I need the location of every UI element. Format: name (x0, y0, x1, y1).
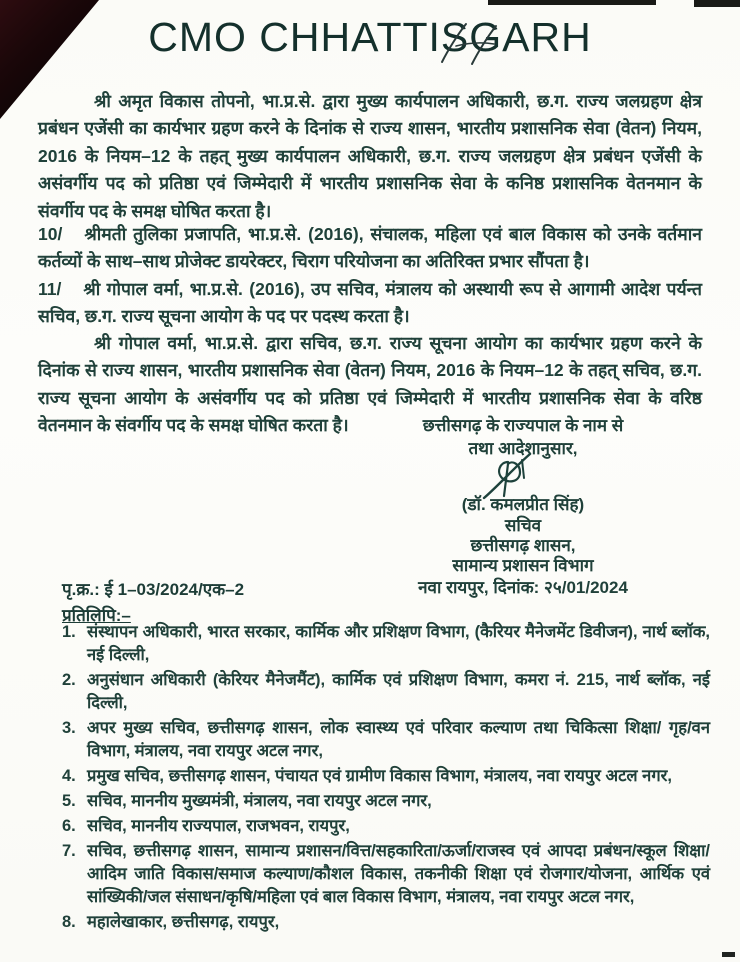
copy-item-text: सचिव, माननीय राज्यपाल, राजभवन, रायपुर, (87, 817, 350, 835)
signatory-organization: छत्तीसगढ़ शासन, (470, 536, 576, 555)
copy-item-number: 3. (62, 719, 76, 737)
page-title: CMO CHHATTISGARH (148, 14, 592, 60)
copy-item-text: सचिव, छत्तीसगढ़ शासन, सामान्य प्रशासन/वित्त/सहकारिता/ऊर्जा/राजस्व एवं आपदा प्रबंधन/स्कूल शिक्षा/आदिम जाति विकास/समाज कल्याण/कौशल विकास, तकनीकी शिक्षा एवं रोजगार/योजना, आर्थिक एवं सांख्यिकी/जल संसाधन/कृषि/महिला एवं बाल विकास विभाग, मंत्रालय, नवा रायपुर अटल नगर, (87, 842, 710, 906)
copy-item-text: सचिव, माननीय मुख्यमंत्री, मंत्रालय, नवा रायपुर अटल नगर, (87, 792, 432, 810)
copy-list-item (62, 790, 710, 813)
order-item-11 (38, 276, 702, 331)
copy-item-number: 8. (62, 913, 76, 931)
copy-list-item (62, 840, 710, 909)
order-item-10-text: श्रीमती तुलिका प्रजापति, भा.प्र.से. (2016), संचालक, महिला एवं बाल विकास को उनके वर्तमान कर्तव्यों के साथ–साथ प्रोजेक्ट डायरेक्टर, चिराग परियोजना का अतिरिक्त प्रभार सौंपता है। (38, 223, 702, 271)
signatory-designation: सचिव (504, 516, 542, 535)
signatory-name: (डॉ. कमलप्रीत सिंह) (461, 495, 585, 514)
copy-item-number: 1. (62, 623, 76, 641)
order-item-11-text: श्री गोपाल वर्मा, भा.प्र.से. (2016), उप सचिव, मंत्रालय को अस्थायी रूप से आगामी आदेश पर्यन्त सचिव, छ.ग. राज्य सूचना आयोग के पद पर पदस्थ करता है। (38, 278, 702, 326)
scan-artifact-top-strip (488, 0, 656, 5)
copy-list-item (62, 717, 710, 763)
signature-scribble-icon (464, 452, 564, 504)
copy-distribution-list (62, 621, 710, 936)
copy-item-text: महालेखाकार, छत्तीसगढ़, रायपुर, (87, 913, 280, 931)
copy-item-text: प्रमुख सचिव, छत्तीसगढ़ शासन, पंचायत एवं ग्रामीण विकास विभाग, मंत्रालय, नवा रायपुर अटल नगर, (87, 767, 672, 785)
copy-item-number: 7. (62, 842, 76, 860)
copy-item-text: संस्थापन अधिकारी, भारत सरकार, कार्मिक और प्रशिक्षण विभाग, (कैरियर मैनेजमेंट डिवीजन), नार्थ ब्लॉक, नई दिल्ली, (87, 623, 710, 664)
copy-item-number: 5. (62, 792, 76, 810)
copy-to-label: प्रतिलिपि:– (62, 606, 131, 625)
closing-paragraph: श्री गोपाल वर्मा, भा.प्र.से. द्वारा सचिव, छ.ग. राज्य सूचना आयोग का कार्यभार ग्रहण करने के दिनांक से राज्य शासन, भारतीय प्रशासनिक सेवा (वेतन) नियम, 2016 के नियम–12 के तहत् सचिव, छ.ग. राज्य सूचना आयोग के असंवर्गीय पद को प्रतिष्ठा एवं जिम्मेदारी में भारतीय प्रशासनिक सेवा के वरिष्ठ वेतनमान के संवर्गीय पद के समक्ष घोषित करता है। (38, 332, 702, 435)
copy-list-item (62, 765, 710, 788)
place-and-date: नवा रायपुर, दिनांक: २५/01/2024 (418, 578, 628, 597)
copy-item-number: 6. (62, 817, 76, 835)
authority-line-1: छत्तीसगढ़ के राज्यपाल के नाम से (422, 416, 624, 435)
copy-list-item (62, 911, 710, 934)
order-item-10-number: 10/ (38, 223, 63, 244)
authority-line-2: तथा आदेशानुसार, (468, 439, 578, 458)
copy-list-item (62, 621, 710, 667)
order-item-10 (38, 221, 702, 276)
copy-item-number: 4. (62, 767, 76, 785)
signatory-department: सामान्य प्रशासन विभाग (452, 556, 594, 575)
order-item-11-number: 11/ (38, 278, 62, 299)
pen-mark-icon (428, 20, 524, 68)
copy-item-text: अनुसंधान अधिकारी (केरियर मैनेजमैंट), कार्मिक एवं प्रशिक्षण विभाग, कमरा नं. 215, नार्थ ब्लॉक, नई दिल्ली, (87, 671, 710, 712)
copy-item-number: 2. (62, 671, 76, 689)
signature-block (368, 414, 678, 599)
reference-number: पृ.क्र.: ई 1–03/2024/एक–2 (62, 580, 245, 599)
scan-artifact-top-right-strip (694, 0, 740, 7)
scan-artifact-bottom-right (722, 952, 735, 957)
reference-block (62, 577, 244, 626)
copy-item-text: अपर मुख्य सचिव, छत्तीसगढ़ शासन, लोक स्वास्थ्य एवं परिवार कल्याण तथा चिकित्सा शिक्षा/ गृह/वन विभाग, मंत्रालय, नवा रायपुर अटल नगर, (87, 719, 710, 760)
copy-list-item (62, 815, 710, 838)
signature-scribble-wrap (368, 460, 678, 494)
copy-list-item (62, 669, 710, 715)
opening-paragraph: श्री अमृत विकास तोपनो, भा.प्र.से. द्वारा मुख्य कार्यपालन अधिकारी, छ.ग. राज्य जलग्रहण क्षेत्र प्रबंधन एजेंसी का कार्यभार ग्रहण करने के दिनांक से राज्य शासन, भारतीय प्रशासनिक सेवा (वेतन) नियम, 2016 के नियम–12 के तहत् मुख्य कार्यपालन अधिकारी, छ.ग. राज्य जलग्रहण क्षेत्र प्रबंधन एजेंसी के असंवर्गीय पद को प्रतिष्ठा एवं जिम्मेदारी में भारतीय प्रशासनिक सेवा के कनिष्ठ प्रशासनिक वेतनमान के संवर्गीय पद के समक्ष घोषित करता है। (38, 90, 702, 221)
